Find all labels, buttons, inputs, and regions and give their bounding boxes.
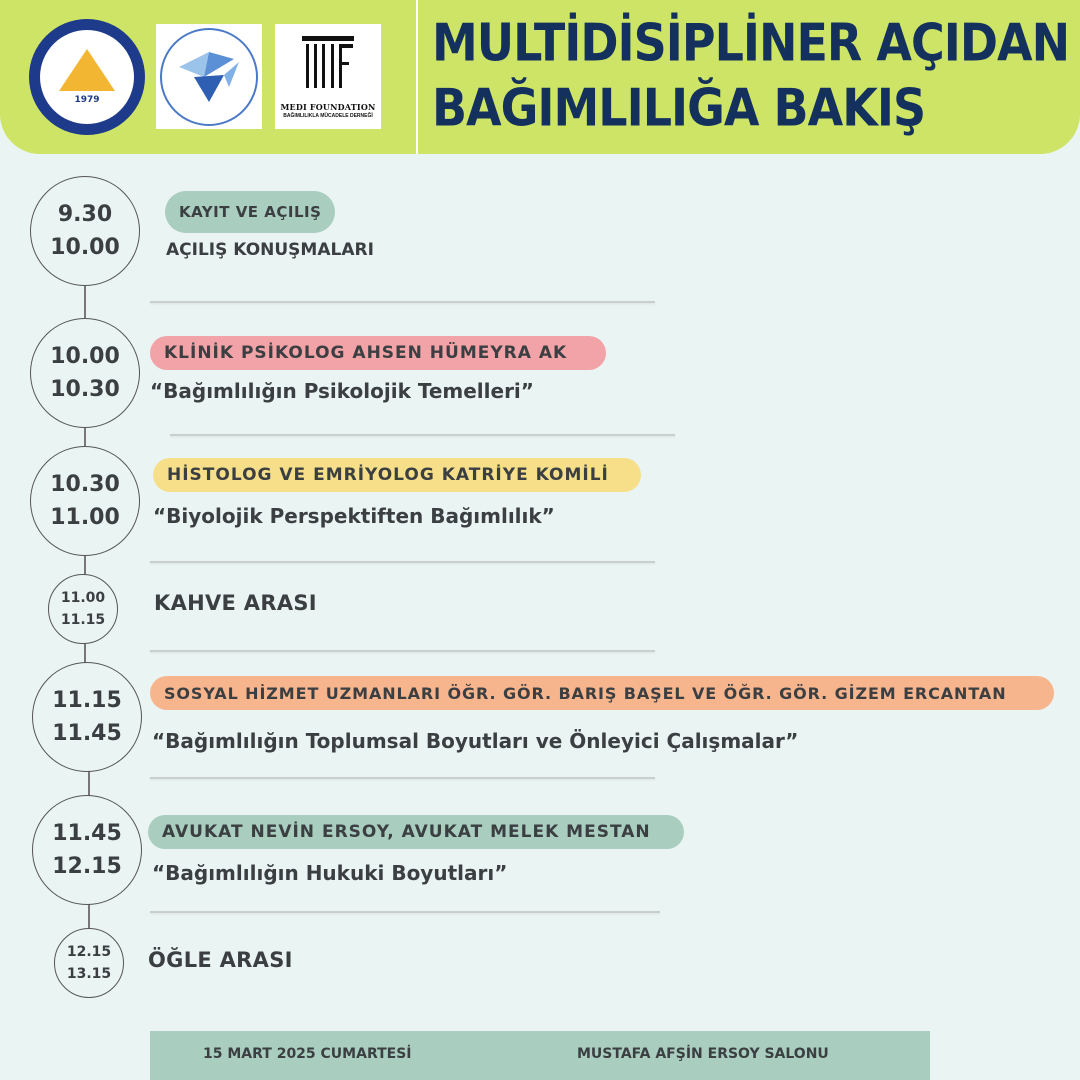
emu-logo-inner xyxy=(40,30,134,124)
time-end: 10.30 xyxy=(50,377,120,402)
session-tag: KLİNİK PSİKOLOG AHSEN HÜMEYRA AK xyxy=(150,336,606,370)
session-talk: AÇILIŞ KONUŞMALARI xyxy=(166,240,374,260)
break-label: ÖĞLE ARASI xyxy=(148,948,293,972)
time-start: 11.45 xyxy=(52,821,122,846)
pillar-icon xyxy=(300,34,356,100)
time-start: 12.15 xyxy=(66,944,112,960)
time-start: 10.30 xyxy=(50,472,120,497)
timeline-line xyxy=(84,642,86,664)
time-slot xyxy=(32,795,142,905)
time-end: 13.15 xyxy=(66,966,112,982)
time-end: 11.15 xyxy=(60,612,106,628)
time-slot xyxy=(54,928,124,998)
separator xyxy=(150,301,655,303)
commission-logo xyxy=(156,24,262,129)
session-tag: HİSTOLOG VE EMRİYOLOG KATRİYE KOMİLİ xyxy=(153,458,641,492)
emu-triangle-icon xyxy=(59,49,115,91)
session-tag: SOSYAL HİZMET UZMANLARI ÖĞR. GÖR. BARIŞ BAŞEL VE ÖĞR. GÖR. GİZEM ERCANTAN xyxy=(150,676,1054,710)
separator xyxy=(150,911,660,913)
break-label: KAHVE ARASI xyxy=(154,591,317,615)
footer-bar xyxy=(150,1031,930,1080)
time-slot xyxy=(30,318,140,428)
time-slot xyxy=(48,574,118,644)
time-end: 12.15 xyxy=(52,854,122,879)
medi-foundation-logo xyxy=(275,24,381,129)
separator xyxy=(150,650,655,652)
title-line-1: MULTİDİSİPLİNER AÇIDAN xyxy=(432,12,1070,73)
timeline-line xyxy=(88,769,90,797)
event-venue: MUSTAFA AFŞİN ERSOY SALONU xyxy=(577,1046,829,1062)
time-start: 11.15 xyxy=(52,688,122,713)
emu-logo-year: 1979 xyxy=(74,95,100,105)
header-banner xyxy=(0,0,1080,154)
session-talk: “Bağımlılığın Toplumsal Boyutları ve Önleyici Çalışmalar” xyxy=(152,729,799,753)
session-talk: “Bağımlılığın Hukuki Boyutları” xyxy=(152,861,508,885)
emu-logo xyxy=(29,19,145,135)
header-divider xyxy=(416,0,418,154)
session-tag: AVUKAT NEVİN ERSOY, AVUKAT MELEK MESTAN xyxy=(148,815,684,849)
commission-ring xyxy=(160,28,258,126)
medi-foundation-subtitle: BAĞIMLILIKLA MÜCADELE DERNEĞİ xyxy=(283,113,373,119)
time-end: 11.45 xyxy=(52,721,122,746)
medi-foundation-name: MEDI FOUNDATION xyxy=(280,102,376,112)
session-talk: “Bağımlılığın Psikolojik Temelleri” xyxy=(150,379,534,403)
session-talk: “Biyolojik Perspektiften Bağımlılık” xyxy=(153,504,555,528)
event-date: 15 MART 2025 CUMARTESİ xyxy=(203,1046,412,1062)
session-tag: KAYIT VE AÇILIŞ xyxy=(165,191,335,233)
time-end: 11.00 xyxy=(50,505,120,530)
time-start: 10.00 xyxy=(50,344,120,369)
separator xyxy=(150,777,655,779)
separator xyxy=(170,434,675,436)
timeline-line xyxy=(88,903,90,931)
time-slot xyxy=(30,176,140,286)
time-end: 10.00 xyxy=(50,235,120,260)
time-slot xyxy=(30,446,140,556)
time-start: 9.30 xyxy=(57,202,113,227)
time-slot xyxy=(32,662,142,772)
time-start: 11.00 xyxy=(60,590,106,606)
title-line-2: BAĞIMLILIĞA BAKIŞ xyxy=(432,77,926,138)
page-title xyxy=(432,10,1072,140)
separator xyxy=(150,561,655,563)
origami-bird-icon xyxy=(174,47,244,107)
